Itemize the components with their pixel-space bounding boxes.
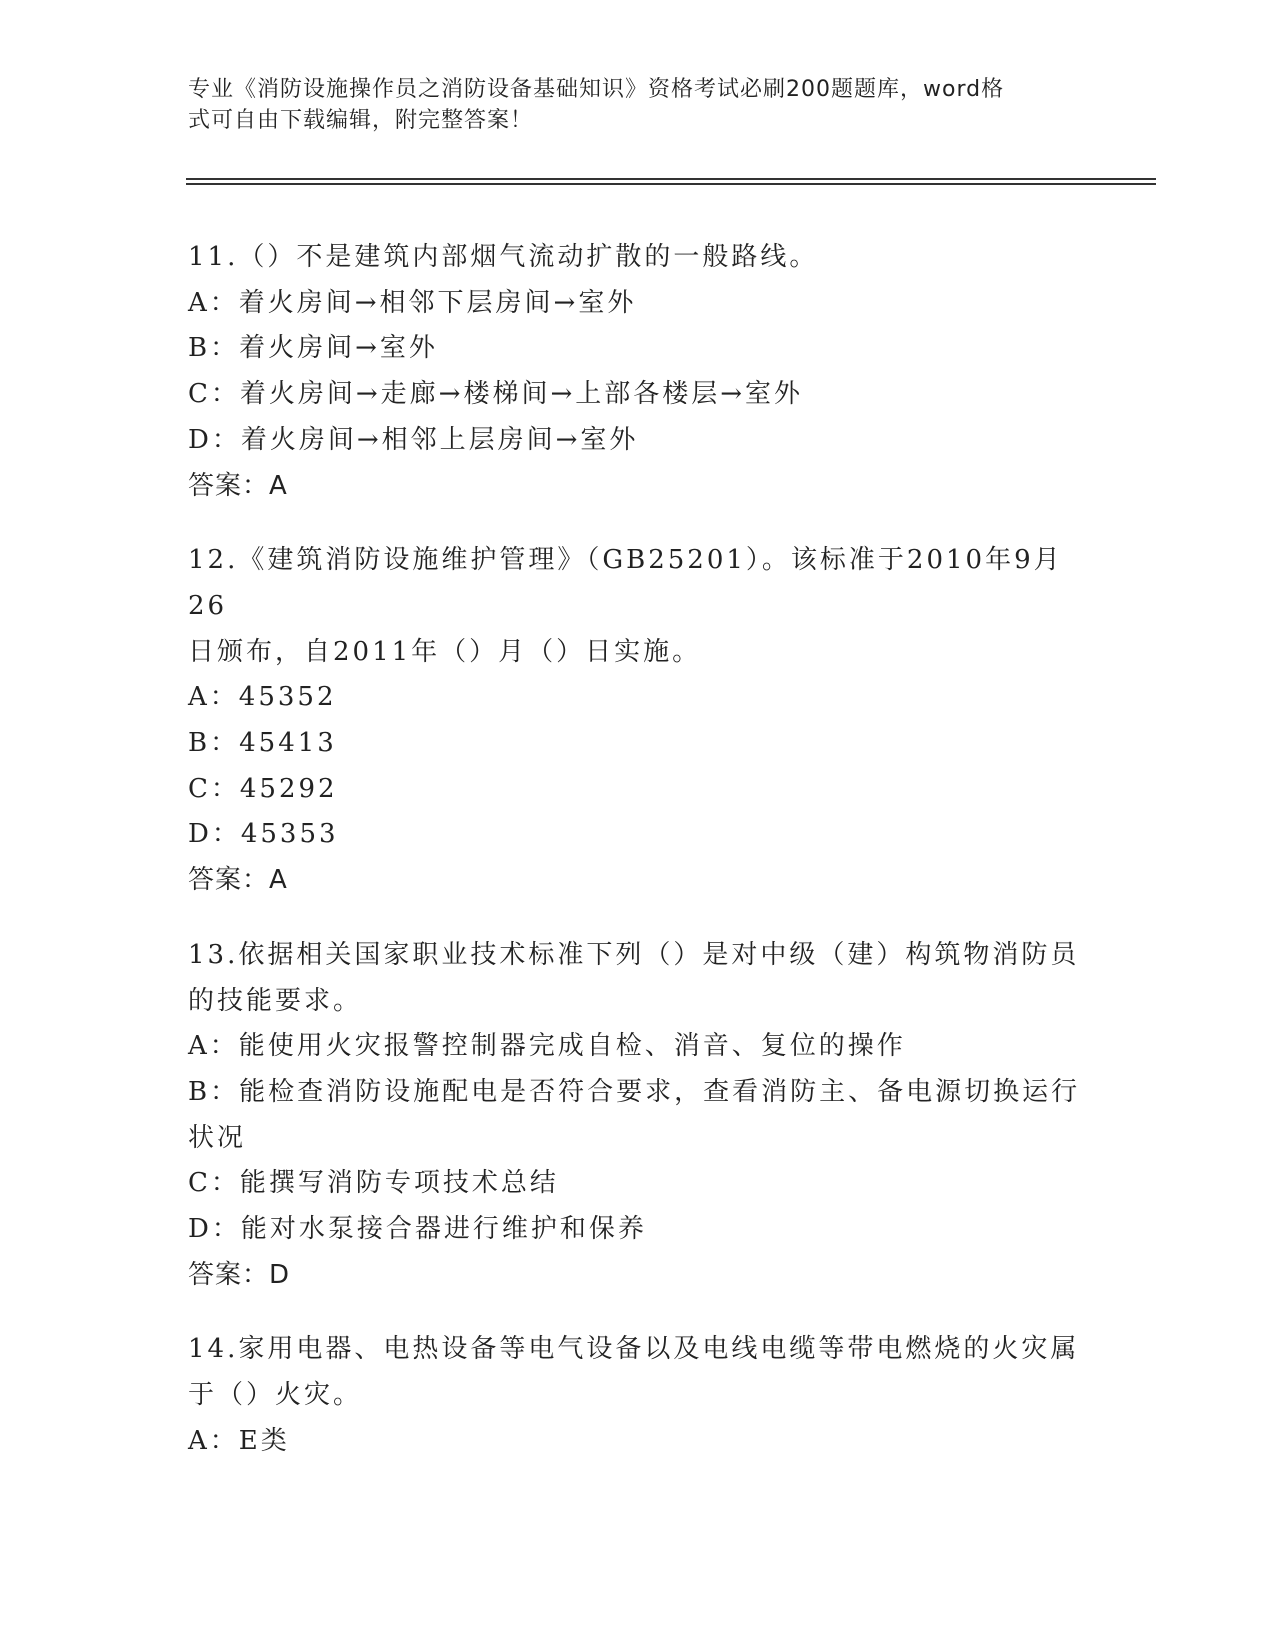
header-line-2: 式可自由下载编辑，附完整答案！ [188,108,534,133]
question-11 [188,235,1088,509]
question-stem: 11.（）不是建筑内部烟气流动扩散的一般路线。 [188,242,819,272]
question-stem-cont: 日颁布，自2011年（）月（）日实施。 [188,636,702,667]
question-list [188,235,1088,1494]
answer: 答案：D [188,1259,291,1290]
option-a: A：能使用火灾报警控制器完成自检、消音、复位的操作 [188,1031,906,1062]
option-d: D：45353 [188,819,339,850]
question-stem: 14.家用电器、电热设备等电气设备以及电线电缆等带电燃烧的火灾属 [188,1334,1080,1365]
option-c: C：45292 [188,773,338,804]
option-a: A：E类 [188,1425,290,1456]
question-14 [188,1327,1088,1464]
header-divider-top [186,178,1156,180]
document-header [188,74,1068,136]
option-a: A：45352 [188,682,337,713]
option-a: A：着火房间→相邻下层房间→室外 [188,287,637,318]
option-c: C：能撰写消防专项技术总结 [188,1168,559,1199]
question-stem-cont: 的技能要求。 [188,985,363,1016]
option-c: C：着火房间→走廊→楼梯间→上部各楼层→室外 [188,379,804,410]
question-stem-cont: 于（）火灾。 [188,1380,363,1411]
option-b: B：能检查消防设施配电是否符合要求，查看消防主、备电源切换运行 [188,1076,1081,1107]
option-d: D：能对水泵接合器进行维护和保养 [188,1214,647,1245]
question-12 [188,538,1088,904]
header-line-1: 专业《消防设施操作员之消防设备基础知识》资格考试必刷200题题库，word格 [188,77,1005,102]
question-stem: 12.《建筑消防设施维护管理》（GB25201）。该标准于2010年9月26 [188,545,1063,621]
option-b-cont: 状况 [188,1122,247,1153]
option-d: D：着火房间→相邻上层房间→室外 [188,424,639,455]
answer: 答案：A [188,470,288,501]
header-divider-bottom [186,183,1156,185]
question-13 [188,933,1088,1299]
option-b: B：45413 [188,728,337,759]
answer: 答案：A [188,865,288,896]
question-stem: 13.依据相关国家职业技术标准下列（）是对中级（建）构筑物消防员 [188,939,1080,970]
option-b: B：着火房间→室外 [188,333,438,364]
